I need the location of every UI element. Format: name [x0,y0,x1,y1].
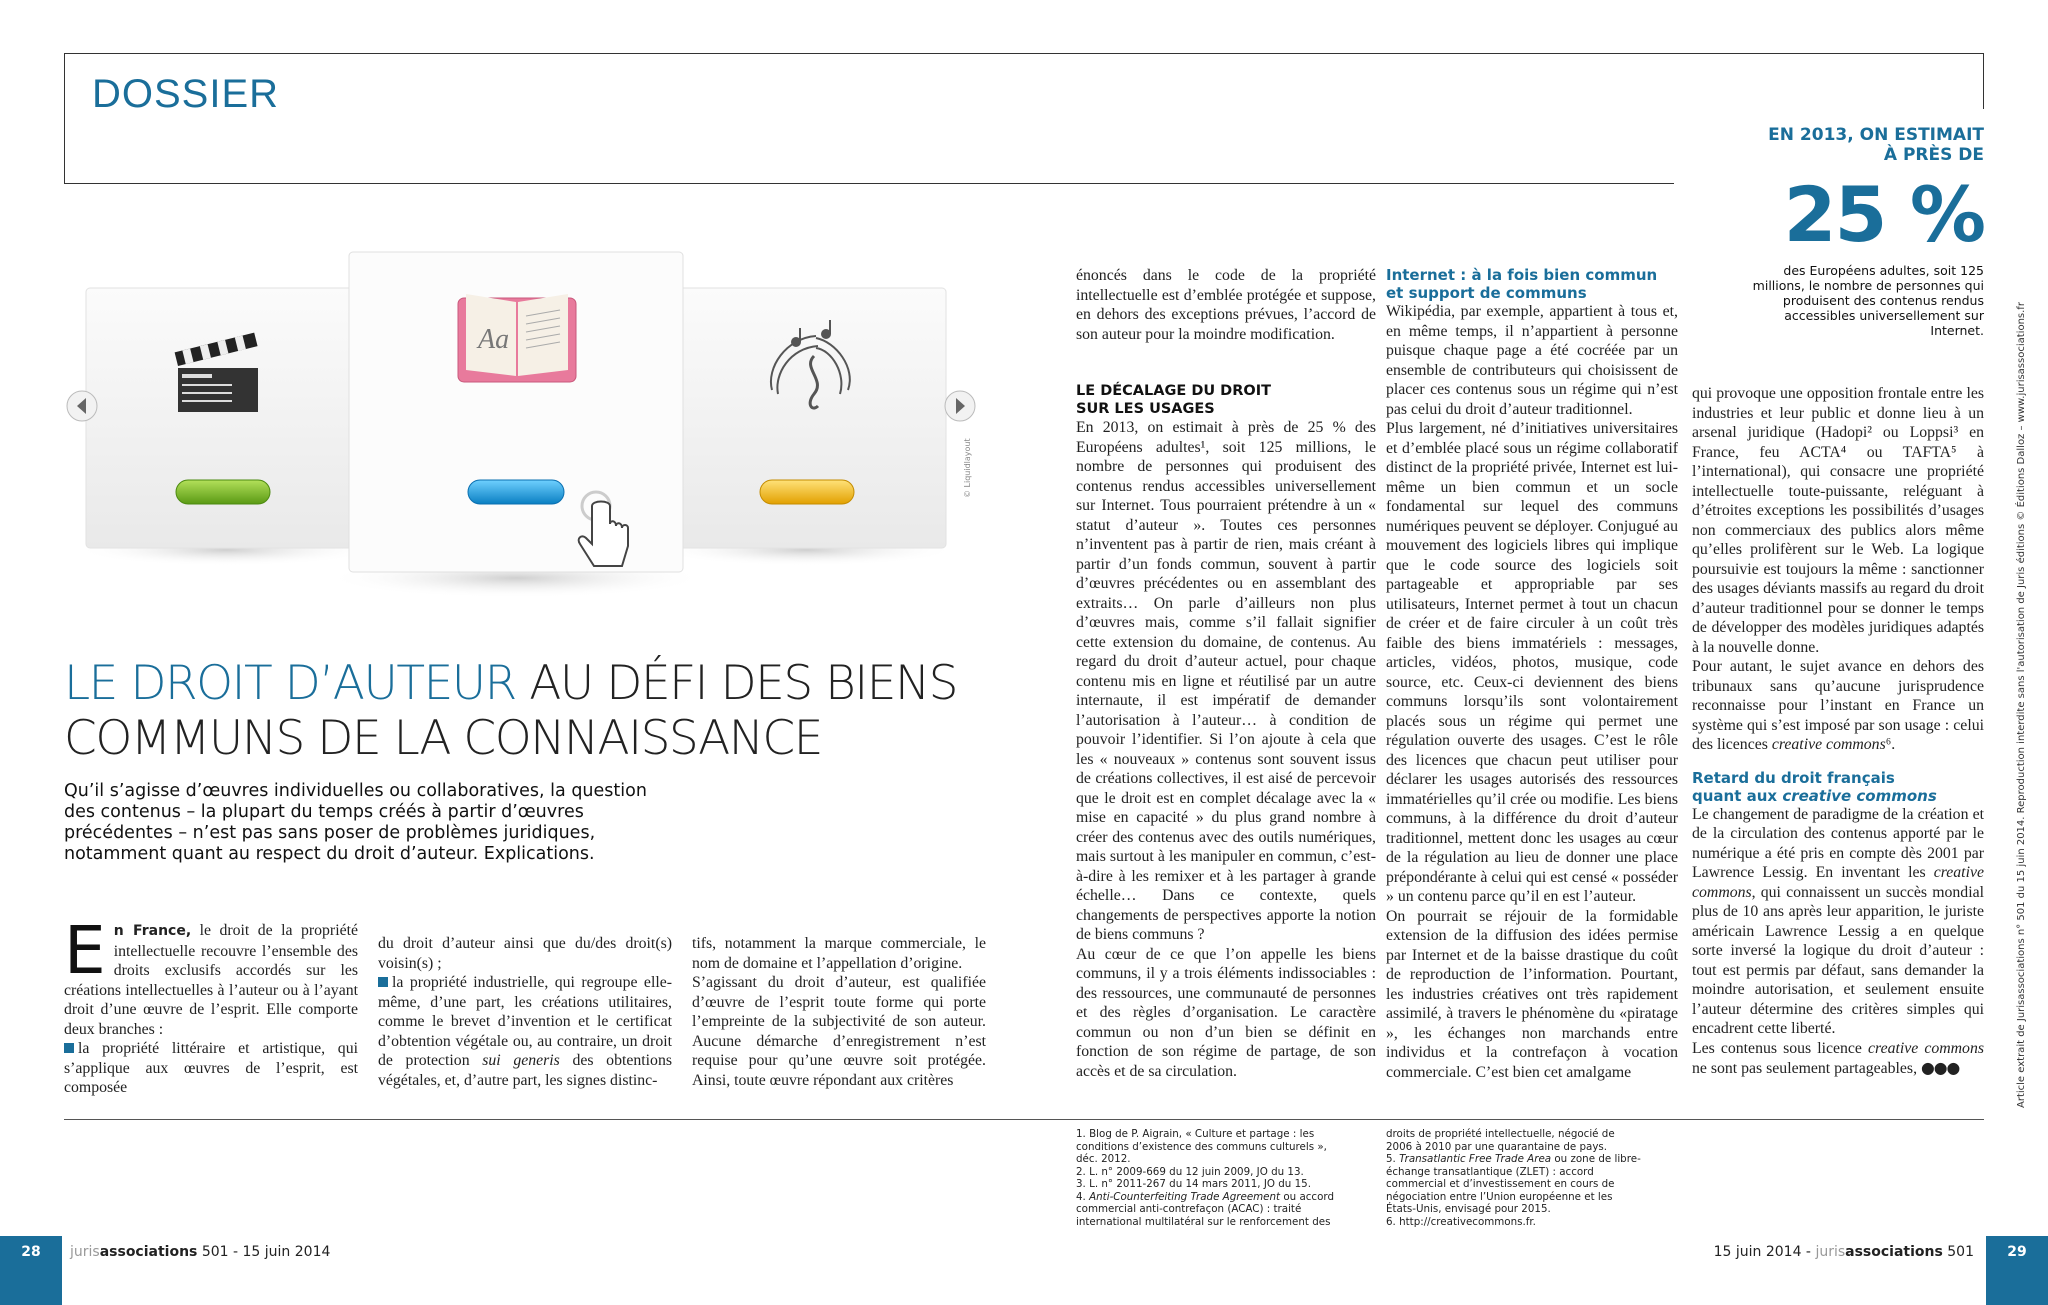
footnotes-left [1076,1128,1334,1228]
col5-paragraph-1: Wikipédia, par exemple, appartient à tous et, en même temps, il n’appartient à personne puisque chaque page a été cocréée par un ensemble de contributeurs qui choisissent de placer ces contenus sous un régime qui n’est pas celui du droit d’auteur traditionnel. [1386,303,1678,418]
article-title [64,656,964,766]
header-frame-bottom [64,183,1674,184]
footnote-3: 3. L. n° 2011-267 du 14 mars 2011, JO du 15. [1076,1178,1311,1190]
col6-paragraph-2-em: creative commons [1771,736,1886,753]
title-rest-2: COMMUNS DE LA CONNAISSANCE [64,711,822,766]
green-pill [176,480,270,504]
col2-bullet-2-end: des obtentions végétales, et, d’autre part, les signes distinc- [378,1052,673,1089]
svg-text:Aa: Aa [478,324,510,355]
col6-paragraph-2: Pour autant, le sujet avance en dehors des tribunaux sans qu’aucune jurisprudence reconnaisse pour l’instant en France un système qui s’est imposé par son usage : celui des licences [1692,658,1984,753]
col2-bullet-2-em: sui generis [482,1052,560,1069]
panel-right [656,288,946,548]
body-column-3 [692,934,986,1090]
body-column-5 [1386,266,1678,1082]
footnote-2: 2. L. n° 2009-669 du 12 juin 2009, JO du 13. [1076,1165,1304,1178]
subheading-internet: Internet : à la fois bien commun et support de communs [1386,266,1658,302]
footnote-1: 1. Blog de P. Aigrain, « Culture et partage : les conditions d’existence des communs culturels », déc. 2012. [1076,1128,1327,1165]
col3-paragraph-2: S’agissant du droit d’auteur, est qualifiée d’œuvre de l’esprit toute forme qui porte l’empreinte de la subjectivité de son auteur. Aucune démarche d’enregistrement n’est requise pour qu’une œuvre soit protégée. Ainsi, toute œuvre répondant aux critères [692,974,986,1089]
col6-paragraph-3: Le changement de paradigme de la création et de la circulation des contenus apporté par le numérique a été pris en compte dès 2001 par Lawrence Lessig. En inventant les [1692,805,1984,881]
col2-paragraph-1: du droit d’auteur ainsi que du/des droit(s) voisin(s) ; [378,935,672,972]
bullet-icon [64,1043,74,1053]
body-column-2 [378,934,672,1090]
title-highlight: LE DROIT D’AUTEUR [64,656,516,711]
col4-paragraph-2: En 2013, on estimait à près de 25 % des Européens adultes¹, soit 125 millions, le nombre de personnes qui produisent des contenus rendus accessibles universellement sur Internet. Tous pourraient prétendre à un « statut d’auteur ». Toutes ces personnes n’inventent pas à partir de rien, mais créant à partir d’un fonds commun, souvent à partir d’œuvres précédentes ou en assemblant des extraits… On parle d’ailleurs non plus d’œuvres mais, comme s’il fallait signifier cette extension du domaine, de contenus. Au regard du droit d’auteur actuel, pour chaque contenu mis en ligne et réutilisé par un autre internaute, il est impératif de demander l’autorisation à l’auteur… à condition de pouvoir l’identifier. Si l’on ajoute à cela que les « nouveaux » contenus sont souvent issus de créations collectives, il est aisé de percevoir que le droit est en complet décalage avec la « mise en capacité » du plus grand nombre à créer des contenus avec des outils numériques, mais surtout à les manipuler en commun, c’est-à-dire à les remixer et à les partager à grande échelle… Dans ce contexte, quels changements de perspectives apporte la notion de biens communs ? [1076,419,1376,943]
carousel-illustration [66,248,986,608]
bullet-icon [378,977,388,987]
continue-icon: ●●● [1920,1058,1960,1077]
col4-paragraph-1: énoncés dans le code de la propriété intellectuelle est d’emblée protégée et suppose, en dehors des exceptions prévues, l’accord de son auteur pour la moindre modification. [1076,267,1376,343]
stat-description: des Européens adultes, soit 125 millions, le nombre de personnes qui produisent des contenus rendus accessibles universellement sur Internet. [1752,263,1984,338]
illustration-credit: © Liquidlayout [963,438,972,498]
footnote-6: 6. http://creativecommons.fr. [1386,1215,1536,1228]
carousel-next-icon [945,391,975,421]
stat-heading-line-1: EN 2013, ON ESTIMAIT [1768,125,1984,145]
stat-number: 25 % [1783,170,1984,259]
header-frame-left [64,53,65,184]
header-frame-right [1983,53,1984,109]
footer-right: 15 juin 2014 - jurisassociations 501 [1713,1244,1974,1260]
footnote-4: 4. Anti-Counterfeiting Trade Agreement ou accord commercial anti-contrefaçon (ACAC) : traité international multilatéral sur le renforcement des [1076,1190,1334,1228]
stat-heading-line-2: À PRÈS DE [1883,145,1984,165]
footnote-rule [64,1119,1984,1120]
book-icon [458,294,576,382]
col6-paragraph-4: Les contenus sous licence [1692,1039,1868,1057]
footnote-4-cont: droits de propriété intellectuelle, négocié de 2006 à 2010 par une quarantaine de pays. [1386,1128,1615,1153]
col4-paragraph-3: Au cœur de ce que l’on appelle les biens communs, il y a trois éléments indissociables : des ressources, une communauté de personnes et des règles d’organisation. Le caractère commun ou non d’un bien se définit en fonction de son régime de partage, de son accès et de sa circulation. [1076,945,1376,1080]
col5-paragraph-2: Plus largement, né d’initiatives universitaires et d’emblée placé sous un régime collaboratif distinct de la propriété privée, Internet est lui-même un bien commun et un socle fondamental sur lequel des communs numériques peuvent se déployer. Conjugué au mouvement des logiciels libres qui implique que le code source des logiciels soit partageable et appropriable par ses utilisateurs, Internet permet à tout un chacun de créer et de faire circuler à un coût très faible des biens immatériels : messages, articles, vidéos, photos, musique, code source, etc. Ceux-ci deviennent des biens communs lorsqu’ils sont volontairement placés sous un régime qui permet une régulation ouverte des usages. C’est le rôle des licences que chacun peut utiliser pour déclarer les usages autorisés des ressources immatérielles qu’il crée ou modifie. Les biens communs, à la différence du droit d’auteur traditionnel, mettent donc les usages au cœur de la régulation au lieu de donner une place prépondérante à celui qui est censé « posséder » un contenu parce qu’il en est l’auteur. [1386,420,1678,905]
footnote-5: 5. Transatlantic Free Trade Area ou zone de libre-échange transatlantique (ZLET) : accord commercial et d’investissement en cours de négociation entre l’Union européenne et les États-Unis, envisagé pour 2015. [1386,1153,1641,1215]
lead-in: n France, [113,923,192,939]
stat-heading [1700,125,1984,165]
col1-bullet-1: la propriété littéraire et artistique, qui s’applique aux œuvres de l’esprit, est composée [64,1040,358,1096]
body-column-4 [1076,266,1376,1081]
col3-paragraph-1: tifs, notamment la marque commerciale, le nom de domaine et l’appellation d’origine. [692,935,986,972]
article-lede: Qu’il s’agisse d’œuvres individuelles ou collaboratives, la question des contenus – la plupart du temps créés à partir d’œuvres précédentes – n’est pas sans poser de problèmes juridiques, notamment quant au respect du droit d’auteur. Explications. [64,781,647,864]
dropcap: E [64,912,106,989]
section-label: DOSSIER [92,72,280,116]
blue-pill [468,480,564,504]
col2-bullet-2: la propriété industrielle, qui regroupe elle-même, d’une part, les créations utilitaires, comme le brevet d’invention et le certificat d’obtention végétale ou, au contraire, un droit de protection [378,974,672,1069]
yellow-pill [760,480,854,504]
subheading-retard: Retard du droit français quant aux creative commons [1692,768,1937,805]
body-column-1 [64,912,358,1098]
panel-left [86,288,376,548]
footnotes-right [1386,1128,1644,1228]
col5-paragraph-3: On pourrait se réjouir de la formidable extension de la diffusion des idées permise par Internet et de la baisse drastique du coût de reproduction de l’information. Pourtant, les industries créatives ont très rapidement assimilé, à travers le phénomène du «piratage », les échanges non marchands entre individus et la contrefaçon à vocation commerciale. C’est bien cet amalgame [1386,907,1678,1081]
header-frame-top [64,53,1984,54]
page-number-left: 28 [21,1244,41,1260]
body-column-6: qui provoque une opposition frontale entre les industries et leur public et donne lieu à un arsenal juridique (Hadopi² ou Loppsi³ en France, feu ACTA⁴ ou TAFTA⁵ à l’international), qui consacre une propriété intellectuelle toute-puissante, reléguant à d’étroites exceptions les possibilités d’usages non commerciaux des publics alors même qu’elles prolifèrent sur le Web. La logique poursuivie est toujours la même : sanctionner des usages déviants massifs au regard du droit d’auteur traditionnel pour se donner le temps de développer des modèles juridiques adaptés à la nouvelle donne. Pour autant, le sujet avance en dehors des tribunaux sans qu’aucune jurisprudence reconnaisse pour l’instant en France un système qui s’est imposé par son usage : celui des licences creative commons⁶. Retard du droit français quant aux creative commons Le changement de paradigme de la création et de la circulation des contenus apporté par le numérique a été pris en compte dès 2001 par Lawrence Lessig. En inventant les creative commons, qui connaissent un succès mondial plus de 10 ans après leur apparition, le juriste américain Lawrence Lessig a en quelque sorte inversé la logique du droit d’auteur : tout est permis par défaut, sans demander la moindre autorisation, et seulement ensuite l’auteur détermine des critères simples qui encadrent cette liberté. Les contenus sous licence creative commons ne sont pas seulement partageables, ●●● [1692,385,1985,1077]
page-number-right: 29 [2007,1244,2027,1260]
carousel-prev-icon [67,391,97,421]
col6-paragraph-1: qui provoque une opposition frontale entre les industries et leur public et donne lieu à un arsenal juridique (Hadopi² ou Loppsi³ en France, feu ACTA⁴ ou TAFTA⁵ à l’international), qui consacre une propriété intellectuelle toute-puissante, reléguant à d’étroites exceptions les possibilités d’usages non commerciaux des publics alors même qu’elles prolifèrent sur le Web. La logique poursuivie est toujours la même : sanctionner des usages déviants massifs au regard du droit d’auteur traditionnel pour se donner le temps de développer des modèles juridiques adaptés à la nouvelle donne. [1692,385,1984,656]
footer-left: jurisassociations 501 - 15 juin 2014 [70,1244,331,1260]
title-rest-1: AU DÉFI DES BIENS [515,656,957,711]
side-credit-text: Article extrait de Jurisassociations n° 501 du 15 juin 2014. Reproduction interdite sans l'autorisation de Juris éditions © Éditions Dalloz – www.jurisassociations.fr [2016,302,2027,1108]
col1-paragraph-1: le droit de la propriété intellectuelle recouvre l’ensemble des droits exclusifs accordés sur les créations intellectuelles à l’auteur ou à l’ayant droit d’une œuvre de l’esprit. Elle comporte deux branches : [64,922,358,1038]
subheading-decalage: LE DÉCALAGE DU DROIT SUR LES USAGES [1076,383,1271,417]
